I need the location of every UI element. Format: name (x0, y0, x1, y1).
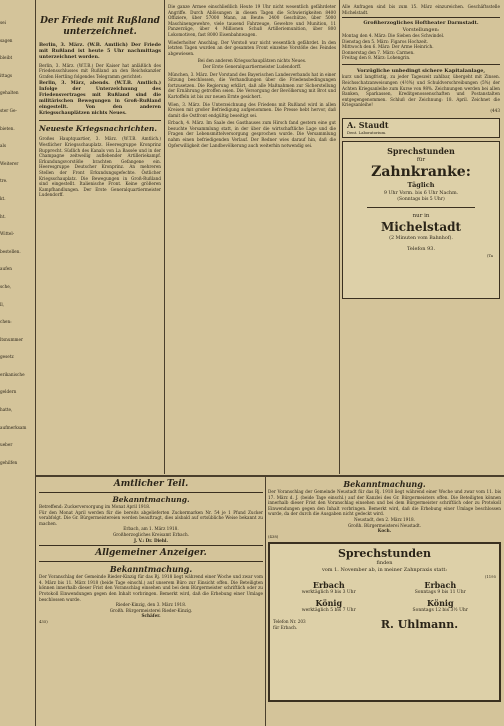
margin-fragment: aufen (0, 266, 12, 272)
paragraph-peace-signed: Berlin, 3. März. (W.B. Amtlich) Der Friede mit Rußland ist heute 5 Uhr nachmittags unterzeichnet worden. (39, 42, 161, 61)
margin-fragment: ltsnummer (0, 336, 23, 342)
notice-title: Bekanntmachung. (112, 495, 190, 504)
margin-fragment: gehilfen (0, 459, 18, 465)
column-reports (168, 4, 336, 474)
official-part-title: Amtlicher Teil. (113, 479, 189, 489)
divider (39, 561, 263, 562)
divider (342, 17, 500, 18)
theater-title: Großherzogliches Hoftheater Darmstadt. (363, 20, 479, 27)
paragraph-kaiser: Berlin, 3. März. (W.T.B.) Der Kaiser hat anläßlich des Friedensschlusses mit Rußland an den Reichskanzler Grafen Hertling folgendes Telegramm gerichtet: (39, 62, 161, 79)
ad-only-in: nur in (412, 212, 430, 219)
theater-program (342, 33, 500, 61)
margin-fragment: Weiterer (0, 160, 19, 166)
uhlmann-schedule (273, 581, 496, 614)
ad-for: für (416, 156, 426, 163)
paragraph-vienna: Wien, 3. März. Die Unterzeichnung des Friedens mit Rußland wird in allen Kreisen mit großer Befriedigung aufgenommen. Die Presse hebt hervor, daß damit die Ostfront endgültig beseitigt sei. (168, 101, 336, 118)
margin-fragment: Wittel- (0, 231, 15, 237)
schedule-koenig-sunday-hours: Sonntags 12 bis 3½ Uhr (412, 607, 468, 613)
uhlmann-office-hours: Sprechstunden (337, 546, 432, 560)
column-rule (164, 0, 165, 474)
margin-fragment: tre. (0, 178, 8, 184)
paragraph-hq-report: Großes Hauptquartier, 3. März. (W.T.B. Amtlich.) Westlicher Kriegsschauplatz. Heeresgruppe Kronprinz Rupprecht. Südlich des Kanals von La Bassée und in der Champagne zeitweilig auflebender Artilleriekampf. Erkundungsvorstöße brachten Gefangene ein. Heeresgruppe Deutscher Kronprinz. An mehreren Stellen der Front Erkundungsgefechte. Östlicher Kriegsschauplatz. Die Bewegungen in Groß-Rußland sind eingestellt. Italienische Front. Keine größeren Kampfhandlungen. Der Erste Generalquartiermeister Ludendorff. (39, 136, 161, 198)
notice-signature: J. V.: Dr. Diehl. (134, 537, 168, 543)
notice3-place: Neustadt, den 2. März 1918. (353, 516, 416, 522)
notice3-signer: Koch. (377, 528, 392, 534)
divider (39, 120, 161, 121)
uhlmann-finden: finden (376, 559, 393, 566)
theater-program-line: Freitag den 8. März: Lohengrin. (342, 55, 411, 61)
notice2-signer: Schäfer. (141, 613, 161, 619)
margin-fragment: geldern (0, 389, 17, 395)
column-advertisements (342, 4, 500, 474)
column-rule (265, 477, 266, 726)
margin-fragment: als (0, 143, 6, 149)
schedule-koenig-weekday: König (315, 597, 343, 608)
uhlmann-ad (268, 542, 501, 702)
ad-michelstadt: Michelstadt (380, 219, 462, 234)
notice2-place: Rieder-Kinzig, den 3. März 1918. (115, 602, 187, 608)
margin-fragment: aufmerksam (0, 424, 27, 430)
paragraph-munich: München, 3. März. Der Vorstand des Bayerischen Landesverbands hat in einer Sitzung beschlossen, die Verhandlungen über die Friedensbedingungen fortzusetzen. Die Regierung erklärt, daß alle Maßnahmen zur Sicherstellung der Ernährung getroffen seien. Die Versorgung der Bevölkerung mit Brot und Kartoffeln ist bis zur neuen Ernte gesichert. (168, 71, 336, 99)
notice2-title: Bekanntmachung. (109, 564, 193, 575)
divider (342, 64, 500, 65)
schedule-erbach-weekday: Erbach (312, 579, 345, 590)
headline-peace: Der Friede mit Rußland unterzeichnet. (40, 16, 160, 37)
ad-telefon: Telefon 93. (406, 245, 436, 252)
margin-fragment: kt. (0, 195, 6, 201)
margin-fragment: bieten. (0, 125, 15, 131)
right-notices (268, 479, 501, 723)
staudt-sub: Dent. Laboratorium. (347, 129, 387, 135)
notice-office: Großherzogliches Kreisamt Erbach. (112, 531, 190, 537)
general-ads-title: Allgemeiner Anzeiger. (95, 548, 207, 559)
uhlmann-ref: (1195 (484, 573, 496, 579)
paragraph-attack: Wiederholter Anschlag. Der Vorstoß war nicht wesentlich gefährdet. In den letzten Tagen wurden an der gesamten Front einzelne Vorstöße des Feindes abgewiesen. (168, 39, 336, 56)
uhlmann-telefon-place: für Erbach. (273, 624, 298, 630)
ad-minutes: (2 Minuten vom Bahnhof). (389, 235, 453, 241)
ad-sunday: (Sonntags bis 5 Uhr) (397, 196, 445, 202)
theater-program-line: Montag den 4. März: Die Sieben des Schwindel. (342, 33, 445, 38)
margin-fragment: gesetz (0, 354, 14, 360)
ad-ref: (Ta (487, 252, 493, 258)
divider (39, 545, 263, 546)
margin-fragment: bestellen. (0, 248, 21, 254)
margin-fragment: chen: (0, 319, 12, 325)
uhlmann-since: vom 1. November ab, in meiner Zahnpraxis statt: (321, 566, 448, 573)
notice-top: Alle Anfragen sind bis zum 15. März einzureichen. Geschäftsstelle Michelstadt. (342, 4, 500, 15)
schedule-erbach-sunday-hours: Sonntags 9 bis 11 Uhr (414, 589, 466, 595)
margin-fragment: bleibt (0, 55, 13, 61)
paragraph-army: Die ganze Armee einschließlich Heute 19 Uhr nicht wesentlich gefährdeter Angriffe. Durch Ablösungen in diesen Tagen die Schwierigkeiten 8400 Offiziere, über 57000 Mann, an Beute: 2400 Geschütze, über 5000 Maschinengewehre, viele tausend Fahrzeuge, Gewehre und Munition, 11 Panzerzüge, über 4 Millionen Schuß Artilleriemunition, über 800 Lokomotiven, fast 8000 Eisenbahnwagen. (168, 4, 336, 37)
ad-hours: 9 Uhr Vorm. bis 6 Uhr Nachm. (383, 190, 459, 196)
notice3-text: Der Voranschlag der Gemeinde Neustadt für das Rj. 1918 liegt während einer Woche und zwar vom 11. bis 17. März d. J. (beide Tage einschl.) auf der Kanzlei des Gr. Bürgermeisters offen. Die Beteiligten können innerhalb dieser Frist den Voranschlag einsehen und bei dem Bürgermeister schriftlich oder zu Protokoll Einwendungen gegen den Inhalt vorbringen. Bemerkt wird, daß die Erhebung einer Umlage beschlossen wurde, da der durch die Ausgaben nicht gedeckt wird. (268, 489, 501, 517)
divider (39, 492, 263, 493)
no-news-line: Bei den anderen Kriegsschauplätzen nichts Neues. (197, 58, 307, 64)
theater-program-line: Mittwoch den 6. März: Der Arme Heinrich. (342, 44, 434, 50)
ad-office-hours: Sprechstunden (387, 145, 455, 156)
headline-war-news: Neueste Kriegsnachrichten. (39, 124, 157, 134)
column-rule (35, 0, 36, 726)
margin-fragment: erikanische (0, 371, 25, 377)
left-margin-fragments (0, 20, 34, 500)
theater-program-line: Dienstag den 5. März: Figaros Hochzeit. (342, 38, 429, 44)
schedule-erbach-sunday: Erbach (424, 579, 457, 590)
loan-headline: Vorzügliche unbedingt sichere Kapitalanlage, (356, 67, 486, 74)
theater-subtitle: Vorstellungen: (402, 26, 440, 33)
notice3-office: Großh. Bürgermeisterei Neustadt. (347, 522, 422, 528)
margin-fragment: ster Ge- (0, 107, 17, 113)
margin-fragment: ll, (0, 301, 5, 307)
notice-subject: Betreffend: Zuckerversorgung im Monat April 1918. (39, 504, 151, 509)
column-war-news (39, 4, 161, 474)
loan-text: kurz und langfristig, zu jeder Tageszeit zahlbar, übergeht mit Zinsen. Reichsschatzanweisungen (4½%) und Schuldverschreibungen (5%) der Achten Kriegsanleihe zum Kurse von 98%. Zeichnungen werden bei allen Banken, Sparkassen, Kreditgenossenschaften und Postanstalten entgegengenommen. Schluß der Zeichnung: 18. April. Zeichnet die Kriegsanleihe! (342, 74, 500, 108)
margin-fragment: sche, (0, 283, 12, 289)
ludendorff-line: Der Erste Generalquartiermeister Ludendorff. (202, 63, 302, 69)
margin-fragment: ueber (0, 442, 13, 448)
uhlmann-name: R. Uhlmann. (380, 617, 459, 631)
schedule-koenig-sunday: König (426, 597, 454, 608)
staudt-header-box (342, 118, 500, 138)
uhlmann-telefon: Telefon Nr. 203 (273, 619, 306, 625)
ad-zahnkranke: Zahnkranke: (371, 163, 471, 180)
dentist-ad (342, 141, 500, 299)
margin-fragment: ht. (0, 213, 6, 219)
notice3-title: Bekanntmachung. (343, 479, 426, 489)
notice3-ref: (438) (268, 533, 279, 539)
margin-fragment: ittags (0, 72, 13, 78)
notice2-office: Großh. Bürgermeisterei Rieder-Kinzig. (109, 607, 193, 613)
paragraph-erbach: Erbach, 4. März. Im Saale des Gasthauses zum Hirsch fand gestern eine gut besuchte Versammlung statt, in der über die wirtschaftliche Lage und die Fragen der Lebensmittelversorgung gesprochen wurde. Die Versammlung nahm einen befriedigenden Verlauf. Der Redner wies darauf hin, daß die Opferwilligkeit der Landbevölkerung auch weiterhin notwendig sei. (168, 120, 336, 148)
schedule-koenig-weekday-hours: werktäglich 5 bis 7 Uhr (301, 607, 356, 613)
divider (367, 207, 475, 208)
theater-program-line: Donnerstag den 7. März: Carmen. (342, 49, 415, 55)
margin-fragment: hatte, (0, 407, 13, 413)
column-rule (339, 0, 340, 474)
loan-ref: (443 (490, 107, 500, 113)
uhlmann-footer (273, 618, 496, 632)
section-rule (36, 475, 504, 477)
paragraph-movements: Berlin, 3. März, abends. (W.T.B. Amtlich.) Infolge der Unterzeichnung des Friedensvertrages mit Rußland sind die militärischen Bewegungen in Groß-Rußland eingestellt. Von den anderen Kriegsschauplätzen nichts Neues. (39, 81, 161, 117)
official-notices (39, 479, 263, 723)
page-ref: 435) (39, 618, 48, 624)
margin-fragment: sei (0, 20, 6, 25)
notice-date: Erbach, am 1. März 1918. (123, 526, 179, 532)
margin-fragment: sagen (0, 37, 13, 43)
margin-fragment: gehalten (0, 90, 19, 96)
schedule-erbach-weekday-hours: werktäglich 9 bis 3 Uhr (301, 589, 356, 595)
notice-text: Für den Monat April werden für die bereits abgelieferten Zuckermarken Nr. 54 je 1 Pfund Zucker verabfolgt. Die Gr. Bürgermeistereien werden beauftragt, dies alsbald auf ortsübliche Weise bekannt zu machen. (39, 509, 263, 526)
notice2-text: Der Voranschlag der Gemeinde Rieder-Kinzig für das Rj. 1918 liegt während einer Woche und zwar vom 4. März bis 11. März 1918 (beide Tage einschl.) auf unserem Büro zur Einsicht offen. Die Beteiligten können innerhalb dieser Frist den Voranschlag einsehen und bei dem Bürgermeister schriftlich oder zu Protokoll Einwendungen gegen den Inhalt vorbringen. Bemerkt wird, daß die Erhebung einer Umlage beschlossen wurde. (39, 574, 263, 602)
ad-daily: Täglich (407, 180, 435, 189)
staudt-name: A. Staudt (347, 119, 389, 130)
